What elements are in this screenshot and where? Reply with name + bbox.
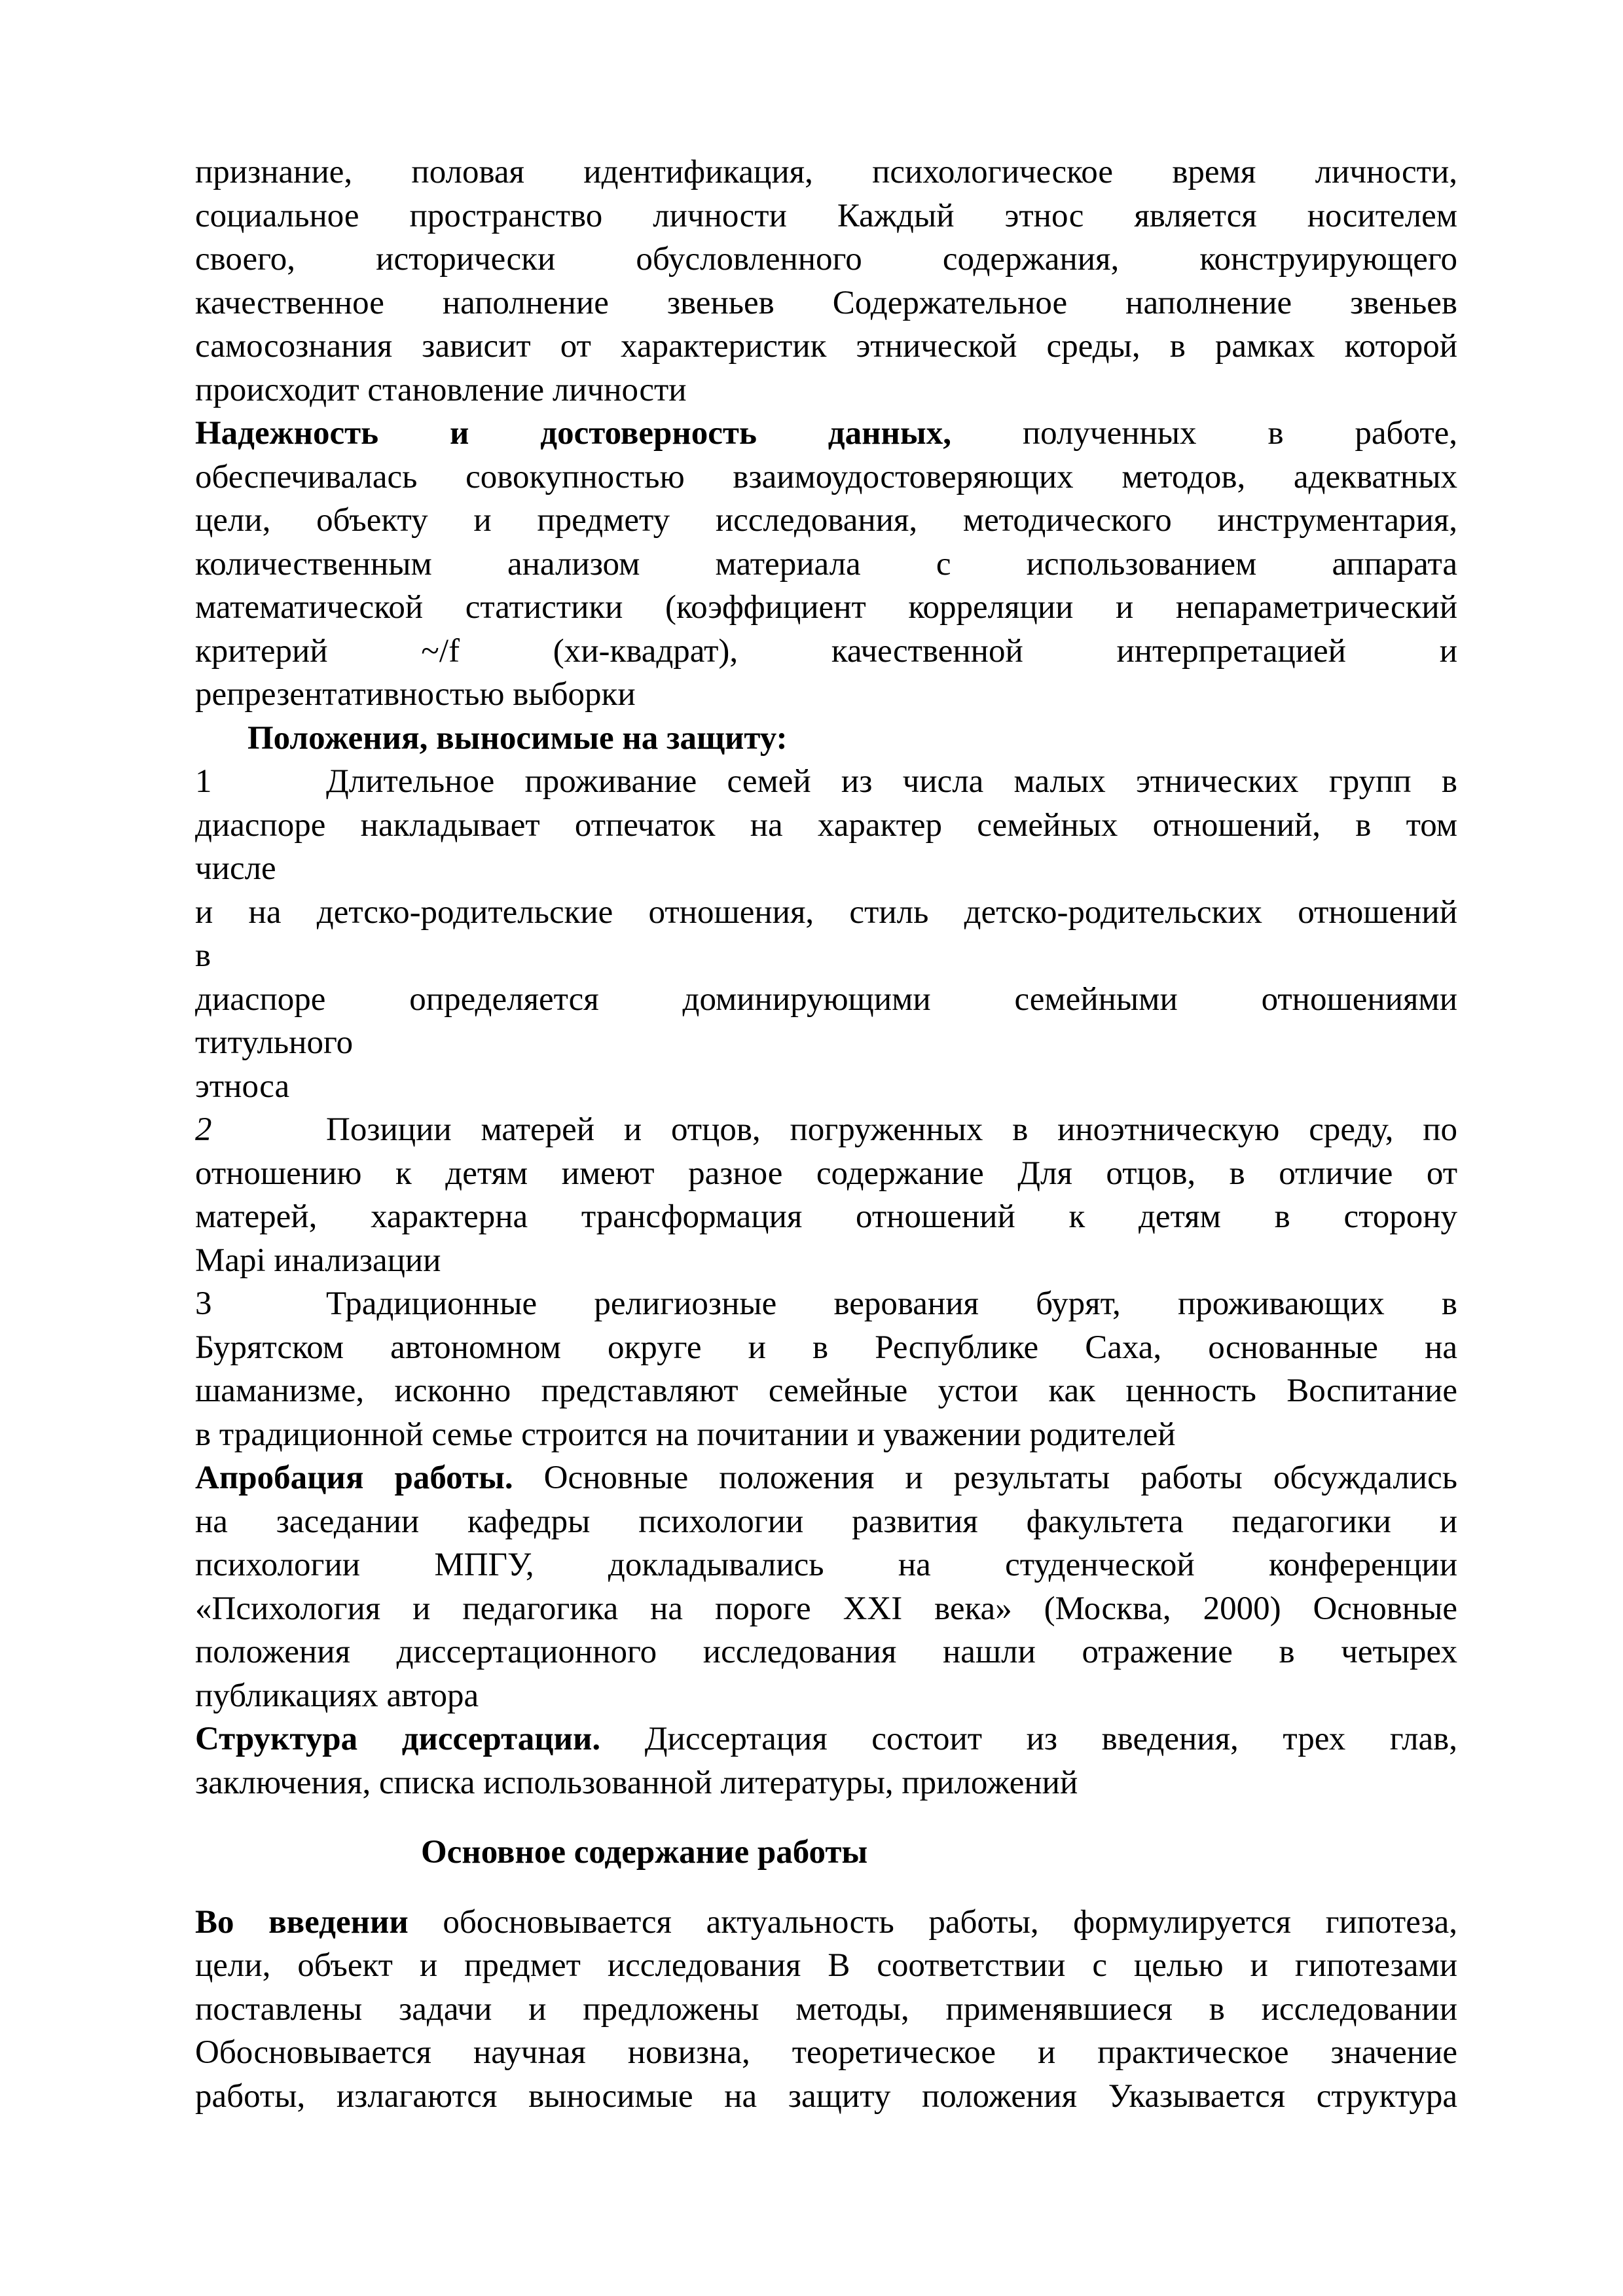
text-line: репрезентативностью выборки <box>195 676 636 713</box>
text-line: психологии МПГУ, докладывались на студенческой конференции <box>195 1547 1457 1583</box>
text-line: диаспоре определяется доминирующими семейными отношениями <box>195 980 1457 1018</box>
structure-title: Структура диссертации. <box>195 1721 601 1757</box>
paragraph-self-awareness <box>195 151 1457 412</box>
thesis-item-1 <box>195 760 1457 1108</box>
text-line: своего, исторически обусловленного содержания, конструирующего <box>195 241 1457 278</box>
text-line <box>195 1108 1457 1152</box>
text-line: «Психология и педагогика на пороге XXI века» (Москва, 2000) Основные <box>195 1590 1457 1627</box>
thesis-number: 3 <box>195 1285 212 1322</box>
text-line: в <box>195 937 211 974</box>
text-line: Позиции матерей и отцов, погруженных в иноэтническую среду, по <box>326 1111 1457 1148</box>
text-line <box>195 1901 1457 1945</box>
text-line <box>195 412 1457 456</box>
text-line: положения диссертационного исследования нашли отражение в четырех <box>195 1634 1457 1670</box>
text-line <box>195 1282 1457 1326</box>
document-page <box>195 151 1457 2118</box>
reliability-first-rest: полученных в работе, <box>1022 415 1457 452</box>
text-line: поставлены задачи и предложены методы, применявшиеся в исследовании <box>195 1990 1457 2028</box>
thesis-number: 1 <box>195 763 212 800</box>
text-line: Бурятском автономном округе и в Республике Саха, основанные на <box>195 1329 1457 1366</box>
paragraph-reliability <box>195 412 1457 717</box>
thesis-item-3 <box>195 1282 1457 1456</box>
theses-heading: Положения, выносимые на защиту: <box>247 719 788 757</box>
text-line: числе <box>195 850 276 887</box>
thesis-number: 2 <box>195 1111 212 1148</box>
text-line: математической статистики (коэффициент корреляции и непараметрический <box>195 589 1457 626</box>
text-line: количественным анализом материала с использованием аппарата <box>195 545 1457 583</box>
text-line: цели, объекту и предмету исследования, методического инструментария, <box>195 502 1457 539</box>
thesis-item-2 <box>195 1108 1457 1282</box>
text-line: на заседании кафедры психологии развития факультета педагогики и <box>195 1503 1457 1540</box>
text-line: обеспечивалась совокупностью взаимоудостоверяющих методов, адекватных <box>195 458 1457 495</box>
text-line: социальное пространство личности Каждый этнос является носителем <box>195 197 1457 234</box>
text-line <box>195 1717 1457 1761</box>
structure-first-rest: Диссертация состоит из введения, трех глав, <box>644 1721 1457 1757</box>
text-line: заключения, списка использованной литературы, приложений <box>195 1764 1078 1801</box>
main-content-heading: Основное содержание работы <box>421 1834 868 1871</box>
introduction-title: Во введении <box>195 1903 409 1941</box>
text-line: диаспоре накладывает отпечаток на характер семейных отношений, в том <box>195 806 1457 844</box>
text-line: самосознания зависит от характеристик этнической среды, в рамках которой <box>195 328 1457 365</box>
text-line: и на детско-родительские отношения, стиль детско-родительских отношений <box>195 893 1457 931</box>
text-line: Марі инализации <box>195 1242 441 1279</box>
reliability-title: Надежность и достоверность данных, <box>195 415 951 452</box>
text-line: титульного <box>195 1024 354 1061</box>
paragraph-introduction <box>195 1901 1457 2119</box>
text-line: Обосновывается научная новизна, теоретическое и практическое значение <box>195 2034 1457 2071</box>
text-line: отношению к детям имеют разное содержание Для отцов, в отличие от <box>195 1155 1457 1192</box>
text-line: признание, половая идентификация, психологическое время личности, <box>195 154 1457 190</box>
text-line: критерий ~/f (хи-квадрат), качественной интерпретацией и <box>195 632 1457 670</box>
text-line: Традиционные религиозные верования бурят, проживающих в <box>326 1285 1457 1322</box>
text-line <box>195 760 1457 804</box>
text-line: работы, излагаются выносимые на защиту положения Указывается структура <box>195 2077 1457 2115</box>
paragraph-approbation <box>195 1456 1457 1717</box>
text-line: Длительное проживание семей из числа малых этнических групп в <box>326 763 1457 800</box>
introduction-first-rest: обосновывается актуальность работы, формулируется гипотеза, <box>443 1903 1457 1941</box>
text-line: матерей, характерна трансформация отношений к детям в сторону <box>195 1198 1457 1235</box>
text-line <box>195 1456 1457 1500</box>
text-line: цели, объект и предмет исследования В соответствии с целью и гипотезами <box>195 1947 1457 1984</box>
text-line: публикациях автора <box>195 1677 479 1714</box>
approbation-title: Апробация работы. <box>195 1460 513 1496</box>
text-line: качественное наполнение звеньев Содержательное наполнение звеньев <box>195 284 1457 321</box>
paragraph-structure <box>195 1717 1457 1804</box>
text-line: происходит становление личности <box>195 371 687 408</box>
text-line: в традиционной семье строится на почитании и уважении родителей <box>195 1416 1176 1453</box>
text-line: этноса <box>195 1067 290 1105</box>
text-line: шаманизме, исконно представляют семейные устои как ценность Воспитание <box>195 1372 1457 1409</box>
approbation-first-rest: Основные положения и результаты работы обсуждались <box>543 1460 1457 1496</box>
